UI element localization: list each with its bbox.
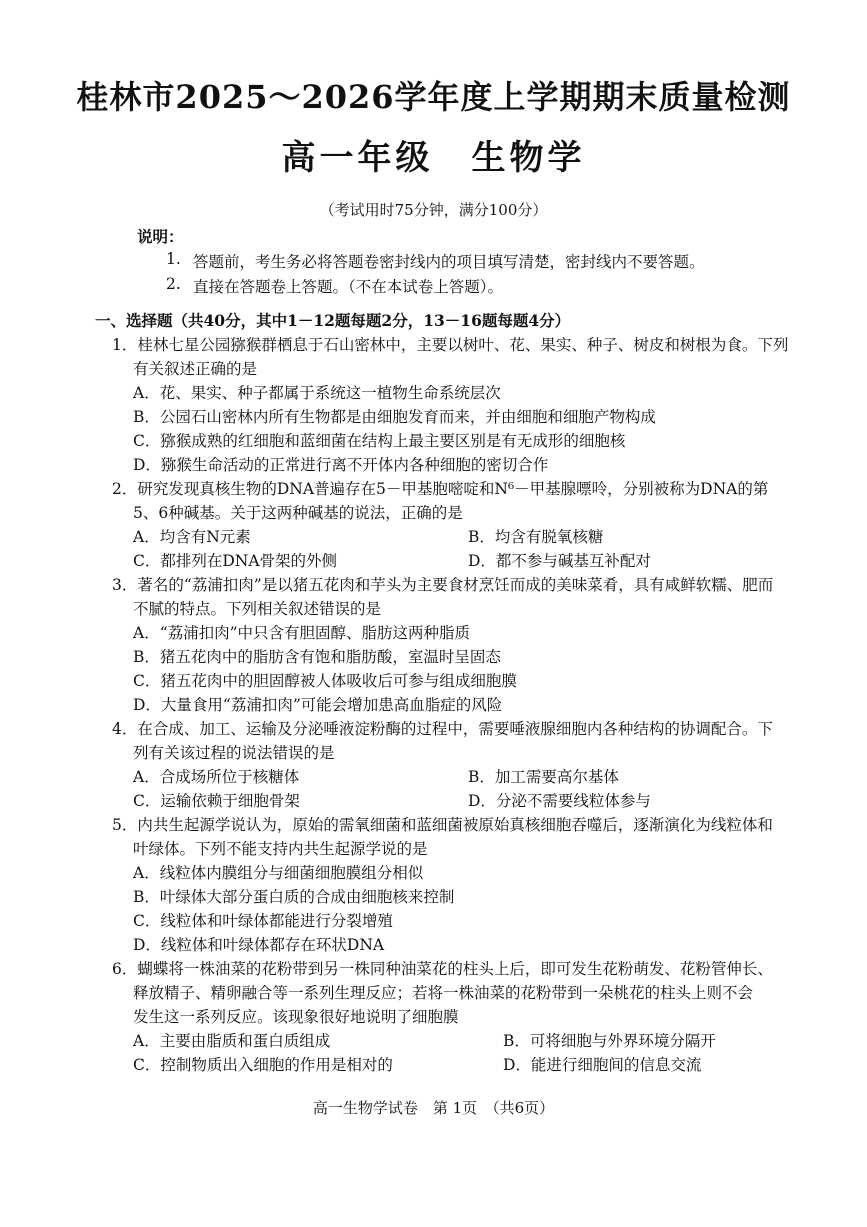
option-a: A．主要由脂质和蛋白质组成 [133,1032,331,1050]
exam-subtitle: 高一年级 生物学 [281,138,586,178]
option-c: C．控制物质出入细胞的作用是相对的 [133,1056,393,1074]
question-stem-line: 3．著名的“荔浦扣肉”是以猪五花肉和芋头为主要食材烹饪而成的美味菜肴，具有咸鲜软糯、肥而 [112,576,774,594]
question-stem-line: 2．研究发现真核生物的DNA普遍存在5－甲基胞嘧啶和N⁶－甲基腺嘌呤，分别被称为DNA的第 [112,480,769,498]
note-text: 直接在答题卷上答题。（不在本试卷上答题）。 [193,278,504,296]
option-c: C．运输依赖于细胞骨架 [133,792,300,810]
question-stem-line: 6．蝴蝶将一株油菜的花粉带到另一株同种油菜花的柱头上后，即可发生花粉萌发、花粉管伸长、 [112,960,773,978]
note-number: 2. [166,275,181,293]
section-heading: 一、选择题（共40分，其中1－12题每题2分，13－16题每题4分） [95,311,571,330]
question-stem-line: 列有关该过程的说法错误的是 [133,744,335,762]
exam-info: （考试用时75分钟，满分100分） [319,201,548,219]
option-b: B．公园石山密林内所有生物都是由细胞发育而来，并由细胞和细胞产物构成 [133,408,656,426]
question-stem-line: 5．内共生起源学说认为，原始的需氧细菌和蓝细菌被原始真核细胞吞噬后，逐渐演化为线粒体和 [112,816,773,834]
note-text: 答题前，考生务必将答题卷密封线内的项目填写清楚，密封线内不要答题。 [193,253,705,271]
option-b: B．叶绿体大部分蛋白质的合成由细胞核来控制 [133,888,455,906]
option-d: D．线粒体和叶绿体都存在环状DNA [133,936,385,954]
option-a: A．线粒体内膜组分与细菌细胞膜组分相似 [133,864,424,882]
option-a: A．“荔浦扣肉”中只含有胆固醇、脂肪这两种脂质 [133,624,471,642]
option-c: C．都排列在DNA骨架的外侧 [133,552,338,570]
option-a: A．均含有N元素 [133,528,251,546]
option-c: C．猪五花肉中的胆固醇被人体吸收后可参与组成细胞膜 [133,672,517,690]
option-c: C．猕猴成熟的红细胞和蓝细菌在结构上最主要区别是有无成形的细胞核 [133,432,626,450]
option-d: D．都不参与碱基互补配对 [468,552,651,570]
option-a: A．花、果实、种子都属于系统这一植物生命系统层次 [133,384,501,402]
option-c: C．线粒体和叶绿体都能进行分裂增殖 [133,912,393,930]
option-d: D．能进行细胞间的信息交流 [503,1056,702,1074]
option-b: B．均含有脱氧核糖 [468,528,604,546]
option-d: D．大量食用“荔浦扣肉”可能会增加患高血脂症的风险 [133,696,503,714]
option-b: B．可将细胞与外界环境分隔开 [503,1032,716,1050]
option-b: B．加工需要高尔基体 [468,768,619,786]
question-stem-line: 有关叙述正确的是 [133,360,258,378]
question-stem-line: 4．在合成、加工、运输及分泌唾液淀粉酶的过程中，需要唾液腺细胞内各种结构的协调配合。下 [112,720,773,738]
page-footer: 高一生物学试卷 第 1页 （共6页） [312,1099,555,1117]
question-stem-line: 1．桂林七星公园猕猴群栖息于石山密林中，主要以树叶、花、果实、种子、树皮和树根为食。下列 [112,336,789,354]
option-a: A．合成场所位于核糖体 [133,768,300,786]
question-stem-line: 释放精子、精卵融合等一系列生理反应；若将一株油菜的花粉带到一朵桃花的柱头上则不会 [133,984,754,1002]
exam-title: 桂林市2025～2026学年度上学期期末质量检测 [76,78,791,116]
option-d: D．分泌不需要线粒体参与 [468,792,651,810]
notes-heading: 说明： [137,227,184,246]
note-number: 1. [166,250,181,268]
option-d: D．猕猴生命活动的正常进行离不开体内各种细胞的密切合作 [133,456,549,474]
question-stem-line: 5、6种碱基。关于这两种碱基的说法，正确的是 [133,504,463,522]
question-stem-line: 叶绿体。下列不能支持内共生起源学说的是 [133,840,428,858]
question-stem-line: 不腻的特点。下列相关叙述错误的是 [133,600,382,618]
question-stem-line: 发生这一系列反应。该现象很好地说明了细胞膜 [133,1008,459,1026]
option-b: B．猪五花肉中的脂肪含有饱和脂肪酸，室温时呈固态 [133,648,501,666]
